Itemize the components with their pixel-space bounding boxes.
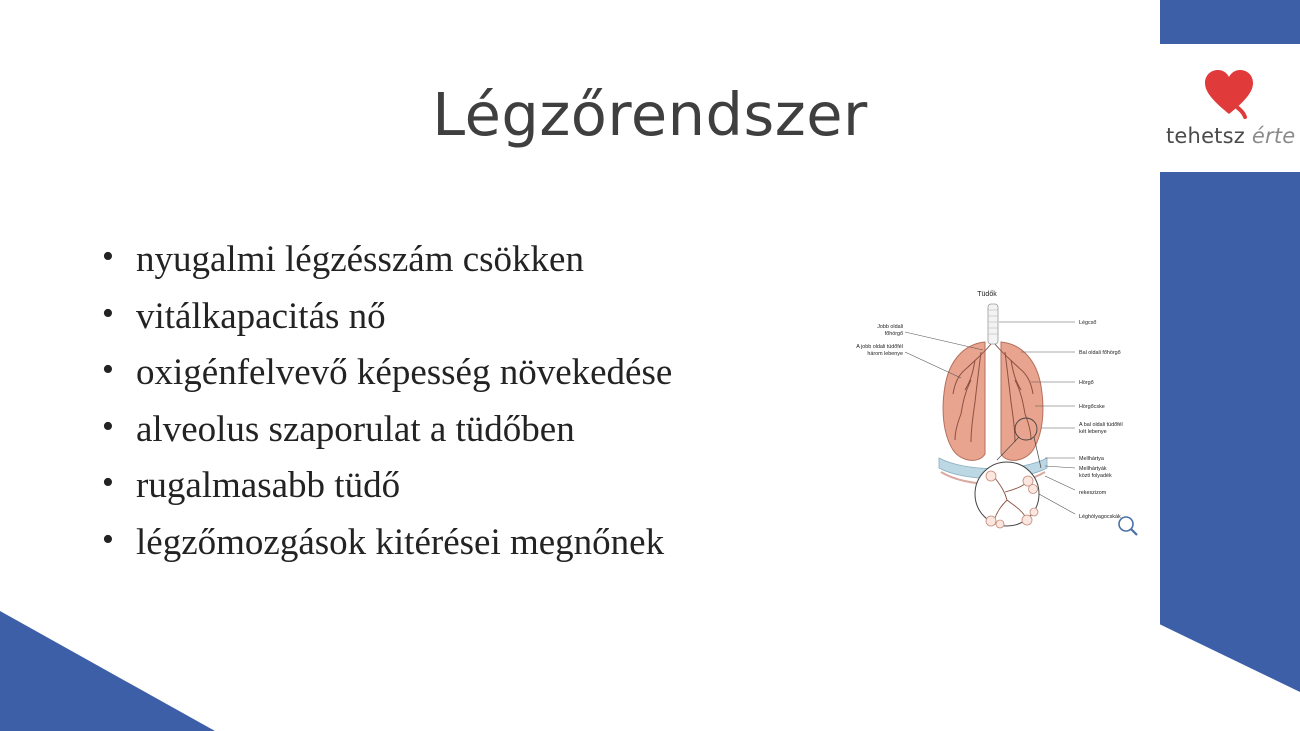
svg-text:Jobb oldali: Jobb oldali — [877, 324, 903, 330]
decoration-right-band — [1160, 172, 1300, 692]
list-item: • nyugalmi légzésszám csökken — [96, 232, 856, 289]
svg-text:Bal oldali főhörgő: Bal oldali főhörgő — [1079, 350, 1121, 356]
list-item: • rugalmasabb tüdő — [96, 458, 856, 515]
list-item: • légzőmozgások kitérései megnőnek — [96, 515, 856, 572]
svg-text:rekeszizom: rekeszizom — [1079, 490, 1107, 496]
list-item: • vitálkapacitás nő — [96, 289, 856, 346]
svg-text:Tüdők: Tüdők — [977, 291, 997, 298]
svg-text:Mellhártyák: Mellhártyák — [1079, 466, 1107, 472]
logo-accent: érte — [1251, 124, 1296, 148]
list-item: • oxigénfelvevő képesség növekedése — [96, 345, 856, 402]
svg-text:Hörgő: Hörgő — [1079, 380, 1094, 386]
lungs-diagram — [845, 282, 1145, 550]
page-title: Légzőrendszer — [432, 80, 868, 149]
svg-text:Hörgőcske: Hörgőcske — [1079, 404, 1105, 410]
svg-text:főhörgő: főhörgő — [884, 331, 903, 337]
svg-text:A jobb oldali tüdőfél: A jobb oldali tüdőfél — [856, 344, 903, 350]
svg-text:Légcső: Légcső — [1079, 320, 1097, 326]
svg-text:három lebenye: három lebenye — [867, 351, 903, 357]
logo-name: tehetsz — [1166, 124, 1245, 148]
decoration-top-right — [1160, 0, 1300, 44]
decoration-bottom-left-triangle — [0, 611, 215, 731]
bullet-list — [96, 232, 856, 572]
svg-text:közti folyadék: közti folyadék — [1079, 473, 1112, 479]
list-item: • alveolus szaporulat a tüdőben — [96, 402, 856, 459]
svg-text:A bal oldali tüdőfél: A bal oldali tüdőfél — [1079, 422, 1123, 428]
svg-text:Léghólyagocskák: Léghólyagocskák — [1079, 514, 1121, 520]
svg-text:Mellhártya: Mellhártya — [1079, 456, 1104, 462]
svg-text:két lebenye: két lebenye — [1079, 429, 1107, 435]
